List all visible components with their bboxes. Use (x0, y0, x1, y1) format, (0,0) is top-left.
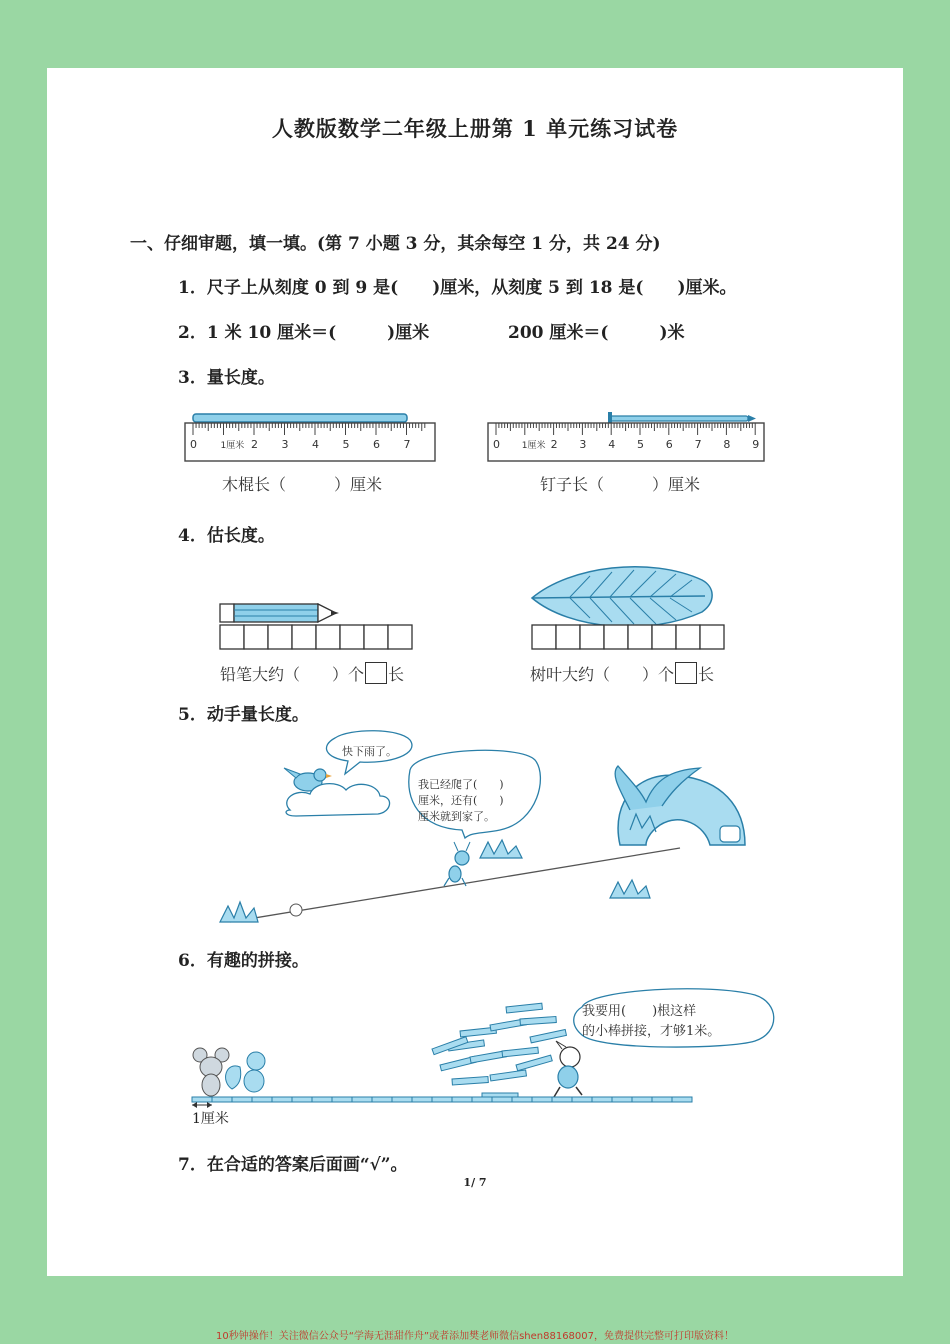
unit-box (365, 662, 387, 684)
small-stick (506, 1003, 542, 1013)
strip-segment (612, 1097, 632, 1102)
ant-icon (444, 842, 470, 886)
question-5: 5．动手量长度。 (178, 705, 309, 725)
grid-cell (700, 625, 724, 649)
stick (193, 414, 407, 422)
ruler-tick-label: 1厘米 (220, 441, 245, 451)
ant-speech-line1: 我已经爬了( ) (418, 778, 504, 791)
pencil-caption (220, 662, 404, 685)
question-6: 6．有趣的拼接。 (178, 951, 309, 971)
unit-label: 1厘米 (192, 1111, 229, 1127)
strip-segment (492, 1097, 512, 1102)
pencil-caption-suffix: 长 (388, 665, 405, 684)
grid-cell (364, 625, 388, 649)
strip-segment (512, 1097, 532, 1102)
strip-segment (212, 1097, 232, 1102)
ant-speech-line2: 厘米，还有( ) (418, 794, 504, 807)
grid-cell (244, 625, 268, 649)
page-number: 1/ 7 (463, 1176, 487, 1189)
ant-path-illustration (200, 730, 760, 930)
question-2b: 200 厘米＝( )米 (508, 323, 685, 343)
nail-head (608, 412, 612, 424)
small-stick (520, 1016, 556, 1024)
small-stick (502, 1047, 538, 1057)
question-1: 1．尺子上从刻度 0 到 9 是( )厘米，从刻度 5 到 18 是( )厘米。 (178, 278, 737, 298)
grid-cell (628, 625, 652, 649)
strip-segment (272, 1097, 292, 1102)
ruler-tick-label: 6 (665, 438, 673, 451)
grid-cell (532, 625, 556, 649)
strip-segment (652, 1097, 672, 1102)
small-stick (470, 1051, 506, 1063)
bird-speech-text: 快下雨了。 (342, 745, 397, 758)
strip-segment (552, 1097, 572, 1102)
ruler-tick-label: 2 (251, 438, 258, 451)
ruler-tick-label: 3 (281, 438, 289, 451)
ruler-tick-label: 8 (723, 438, 731, 451)
strip-segment (192, 1097, 212, 1102)
nail (610, 416, 748, 421)
grid-cell (388, 625, 412, 649)
ruler-tick-label: 6 (373, 438, 380, 451)
grid-cell (676, 625, 700, 649)
grid-cell (340, 625, 364, 649)
ruler-tick-label: 1厘米 (521, 441, 546, 451)
measuring-strip (192, 1097, 692, 1102)
strip-segment (232, 1097, 252, 1102)
strip-segment (632, 1097, 652, 1102)
ant-home-icon (615, 766, 745, 845)
ruler1-caption: 木棍长（ ）厘米 (222, 475, 383, 494)
dog-speech-line2: 的小棒拼接，才够1米。 (582, 1024, 721, 1039)
grid-cell (604, 625, 628, 649)
strip-segment (352, 1097, 372, 1102)
strip-segment (372, 1097, 392, 1102)
unit-box (675, 662, 697, 684)
ruler-tick-label: 4 (312, 438, 319, 451)
ruler-tick-label: 0 (190, 438, 197, 451)
strip-segment (252, 1097, 272, 1102)
strip-segment (532, 1097, 552, 1102)
strip-segment (592, 1097, 612, 1102)
strip-segment (572, 1097, 592, 1102)
strip-segment (392, 1097, 412, 1102)
ruler-tick-label: 5 (637, 438, 644, 451)
strip-segment (292, 1097, 312, 1102)
small-stick (452, 1076, 488, 1084)
ruler-tick-label: 7 (403, 438, 411, 451)
ruler-tick-label: 3 (579, 438, 587, 451)
question-3: 3．量长度。 (178, 368, 275, 388)
grid-cell (316, 625, 340, 649)
strip-segment (472, 1097, 492, 1102)
grid-cell (220, 625, 244, 649)
strip-segment (312, 1097, 332, 1102)
nail-tip (748, 415, 756, 422)
grass-icon (220, 840, 650, 922)
ruler-nail-figure (488, 410, 778, 465)
ruler-tick-label: 9 (752, 438, 760, 451)
question-2a: 2．1 米 10 厘米＝( )厘米 (178, 323, 430, 343)
ruler-tick-label: 0 (493, 438, 500, 451)
small-stick (516, 1055, 552, 1071)
grid-cell (556, 625, 580, 649)
grid-cell (580, 625, 604, 649)
question-7: 7．在合适的答案后面画“√”。 (178, 1155, 408, 1175)
ruler2-caption: 钉子长（ ）厘米 (540, 475, 701, 494)
pencil-body (234, 604, 318, 622)
mouse-icon (193, 1048, 229, 1096)
leaf-figure (530, 562, 730, 652)
ruler-tick-label: 4 (608, 438, 616, 451)
leaf-caption (530, 662, 714, 685)
section-heading: 一、仔细审题，填一填。(第 7 小题 3 分，其余每空 1 分，共 24 分) (130, 234, 661, 254)
stick-joining-illustration (190, 985, 790, 1130)
flower-icon (290, 904, 302, 916)
strip-segment (432, 1097, 452, 1102)
grid-cell (652, 625, 676, 649)
strip-segment (452, 1097, 472, 1102)
leaf-caption-suffix: 长 (698, 665, 715, 684)
ruler-tick-label: 7 (694, 438, 702, 451)
pencil-figure (218, 600, 418, 650)
leaf-caption-text: 树叶大约（ ）个 (530, 665, 675, 684)
small-stick (490, 1070, 526, 1081)
ruler-tick-label: 5 (342, 438, 350, 451)
strip-segment (412, 1097, 432, 1102)
page-title: 人教版数学二年级上册第 1 单元练习试卷 (271, 116, 679, 141)
strip-segment (672, 1097, 692, 1102)
small-stick (530, 1030, 566, 1043)
pencil-eraser (220, 604, 234, 622)
ruler-tick-label: 2 (550, 438, 558, 451)
ruler-stick-figure (185, 410, 445, 465)
dog-icon (554, 1041, 582, 1097)
dog-speech-line1: 我要用( )根这样 (582, 1004, 697, 1019)
squirrel-icon (226, 1052, 265, 1092)
grid-cell (292, 625, 316, 649)
pencil-caption-text: 铅笔大约（ ）个 (220, 665, 365, 684)
question-4: 4．估长度。 (178, 526, 275, 546)
footer-notice: 10秒钟操作！关注微信公众号“学海无涯甜作舟”或者添加樊老师微信shen88168007，免费提供完整可打印版资料！ (215, 1331, 735, 1342)
ant-speech-line3: 厘米就到家了。 (418, 810, 495, 823)
stick-pile (432, 1003, 566, 1099)
strip-segment (332, 1097, 352, 1102)
grid-cell (268, 625, 292, 649)
